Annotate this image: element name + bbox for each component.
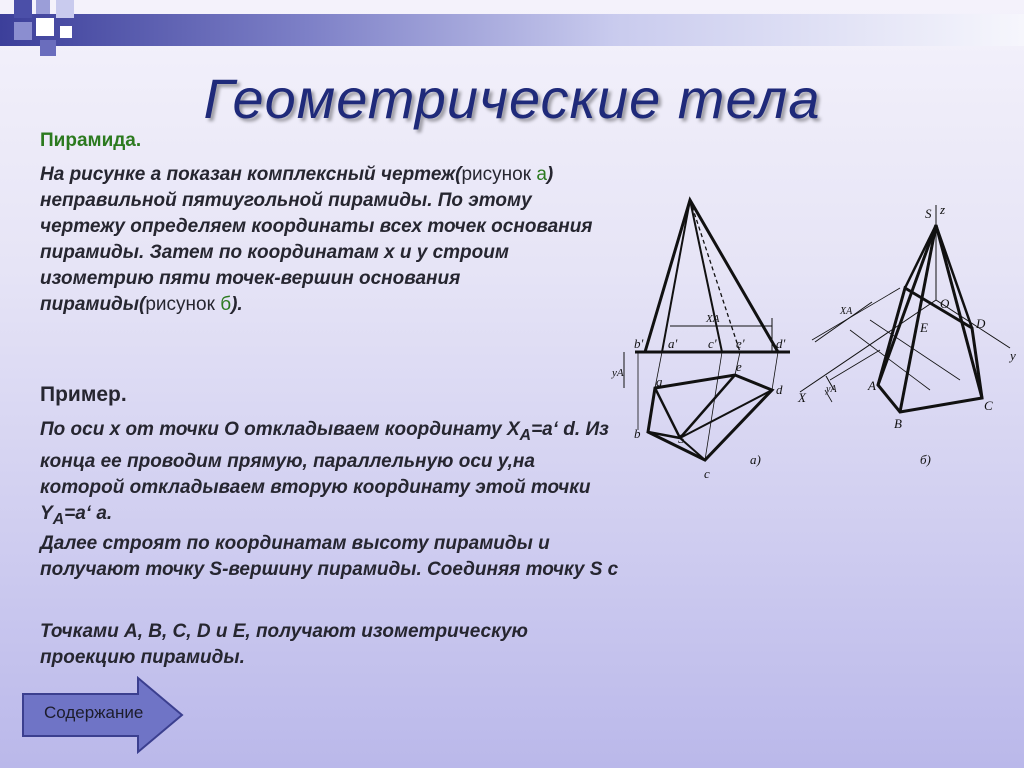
point-label: a'	[668, 336, 678, 351]
text-run: ) неправильной пятиугольной пирамиды. По этому чертежу определяем координаты всех точек основания пирамиды. Затем по координатам x и y строим изометрию пяти точек-вершин основания пирамиды(	[40, 164, 593, 315]
figure-b-labels	[797, 202, 1016, 467]
dimension-label: XA	[706, 313, 720, 325]
point-label: D	[976, 316, 986, 331]
axis-label: X	[798, 390, 806, 405]
point-label: c	[704, 466, 710, 481]
point-label: A	[868, 378, 876, 393]
point-label: e	[736, 359, 742, 374]
text-run: На рисунке а показан комплексный чертеж(	[40, 164, 462, 185]
axis-label: y	[1010, 348, 1016, 363]
text-run: =a‘ d. Из конца ее проводим прямую, параллельную оси y,на которой откладываем вторую координату этой точки Y	[40, 419, 609, 524]
decor-square	[36, 0, 50, 14]
edge-line	[690, 200, 722, 352]
subscript: A	[52, 510, 65, 528]
axis-label: z	[940, 202, 946, 217]
contents-button-label[interactable]: Содержание	[44, 703, 144, 722]
intro-paragraph	[40, 162, 620, 318]
decor-square	[56, 0, 74, 18]
point-label: c'	[708, 336, 717, 351]
pyramid-top-view	[648, 375, 772, 460]
construction-line	[812, 288, 900, 340]
edge-line	[680, 390, 772, 438]
slide-title: Геометрические тела	[203, 67, 821, 130]
point-label: e'	[736, 336, 745, 351]
example-heading: Пример.	[40, 383, 127, 406]
decor-square	[60, 26, 72, 38]
point-label: b	[634, 426, 641, 441]
figure-ref: а	[536, 164, 547, 185]
point-label: E	[920, 320, 928, 335]
text-run: По оси x от точки O откладываем координату X	[40, 419, 520, 440]
point-label: C	[984, 398, 993, 413]
decor-square	[14, 22, 32, 40]
subscript: A	[519, 426, 532, 444]
point-label: B	[894, 416, 902, 431]
figure-caption: б)	[920, 452, 931, 467]
edge-line	[878, 225, 936, 385]
example-paragraph	[40, 417, 620, 533]
header-bar	[0, 14, 1024, 46]
point-label: b'	[634, 336, 644, 351]
dimension-label: XA	[840, 306, 853, 317]
point-label: O	[940, 296, 950, 311]
text-run: рисунок	[145, 294, 221, 315]
decor-square	[36, 18, 54, 36]
figure-b	[800, 205, 1010, 412]
figure-caption: а)	[750, 452, 761, 467]
dimension-label: yA	[612, 367, 624, 379]
example-paragraph-3: Точками A, B, C, D и E, получают изометрическую проекцию пирамиды.	[40, 621, 528, 668]
edge-line	[655, 388, 680, 438]
pyramid-drawing	[600, 180, 1020, 490]
point-label: S	[678, 431, 685, 446]
pyramid-isometric	[878, 288, 982, 412]
point-label: d	[776, 382, 783, 397]
point-label: S	[925, 206, 932, 221]
text-run: рисунок	[461, 164, 537, 185]
edge-line	[936, 225, 972, 328]
point-label: a	[656, 374, 663, 389]
dimension-label: yA	[826, 384, 837, 395]
point-label: d'	[776, 336, 786, 351]
decor-square	[14, 0, 32, 18]
pyramid-front-view	[645, 200, 778, 352]
text-run: =a‘ a.	[64, 502, 113, 524]
figure-a	[624, 200, 790, 460]
edge-line	[900, 225, 936, 412]
example-paragraph-2: Далее строят по координатам высоту пирамиды и получают точку S-вершину пирамиды. Соединяя точку S с	[40, 533, 619, 580]
section-heading: Пирамида.	[40, 130, 142, 151]
decor-square	[40, 40, 56, 56]
text-run: ).	[231, 294, 243, 315]
edge-line	[680, 375, 735, 438]
figure-ref: б	[220, 294, 232, 315]
